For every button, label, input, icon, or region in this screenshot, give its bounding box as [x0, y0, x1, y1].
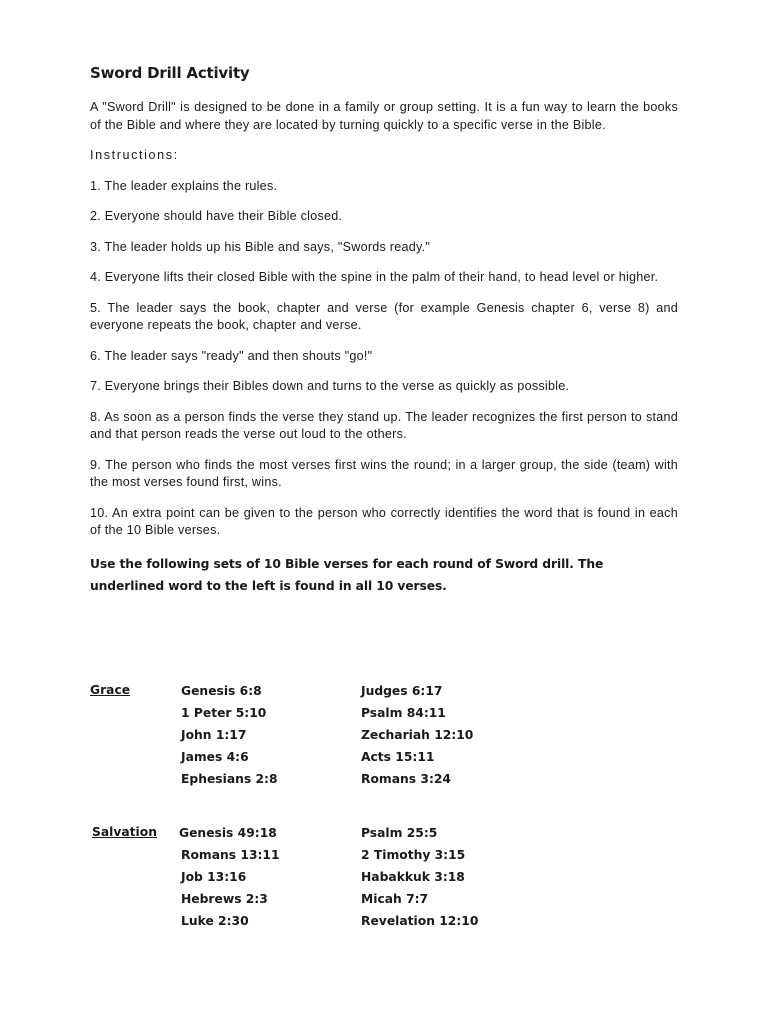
verse-ref: Zechariah 12:10	[361, 728, 474, 742]
verse-ref: John 1:17	[181, 728, 247, 742]
set-word: Salvation	[92, 825, 157, 839]
verse-ref: Micah 7:7	[361, 892, 429, 906]
step-4: 4. Everyone lifts their closed Bible with the spine in the palm of their hand, to head level or higher.	[90, 270, 659, 284]
verse-ref: Psalm 25:5	[361, 826, 438, 840]
step-10: 10. An extra point can be given to the person who correctly identifies the word that is found in each of the 10 Bible verses.	[90, 505, 678, 537]
verse-ref: 2 Timothy 3:15	[361, 848, 466, 862]
instructions-label: Instructions:	[90, 148, 179, 162]
verse-column-right	[361, 825, 478, 935]
verse-column-left	[181, 683, 278, 793]
verse-ref: Revelation 12:10	[361, 914, 479, 928]
verse-ref: Genesis 49:18	[179, 826, 277, 840]
verse-ref: Ephesians 2:8	[181, 772, 278, 786]
verse-ref: Acts 15:11	[361, 750, 435, 764]
verse-ref: Genesis 6:8	[181, 684, 262, 698]
verse-sets-intro: Use the following sets of 10 Bible verses for each round of Sword drill. The underlined word to the left is found in all 10 verses.	[90, 556, 604, 593]
verse-ref: Job 13:16	[181, 870, 247, 884]
step-8: 8. As soon as a person finds the verse they stand up. The leader recognizes the first person to stand and that person reads the verse out loud to the others.	[90, 409, 678, 441]
step-3: 3. The leader holds up his Bible and says, "Swords ready."	[90, 239, 431, 254]
document-page	[90, 64, 678, 597]
intro-paragraph: A "Sword Drill" is designed to be done in a family or group setting. It is a fun way to learn the books of the Bible and where they are located by turning quickly to a specific verse in the Bible.	[90, 100, 678, 132]
step-2: 2. Everyone should have their Bible closed.	[90, 209, 343, 223]
verse-ref: Hebrews 2:3	[181, 892, 268, 906]
verse-ref: Romans 3:24	[361, 772, 451, 786]
verse-column-right	[361, 683, 473, 793]
page-title: Sword Drill Activity	[90, 64, 250, 82]
verse-ref: Romans 13:11	[181, 848, 280, 862]
set-word: Grace	[90, 683, 131, 697]
verse-ref: Habakkuk 3:18	[361, 870, 465, 884]
verse-column-left	[179, 825, 280, 935]
step-9: 9. The person who finds the most verses first wins the round; in a larger group, the side (team) with the most verses found first, wins.	[90, 457, 678, 489]
verse-ref: Luke 2:30	[181, 914, 249, 928]
step-5: 5. The leader says the book, chapter and verse (for example Genesis chapter 6, verse 8) and everyone repeats the book, chapter and verse.	[90, 300, 678, 332]
verse-ref: James 4:6	[181, 750, 249, 764]
verse-ref: Judges 6:17	[361, 684, 443, 698]
verse-ref: Psalm 84:11	[361, 706, 446, 720]
step-1: 1. The leader explains the rules.	[90, 178, 278, 193]
verse-ref: 1 Peter 5:10	[181, 706, 267, 720]
step-7: 7. Everyone brings their Bibles down and turns to the verse as quickly as possible.	[90, 379, 570, 393]
step-6: 6. The leader says "ready" and then shouts "go!"	[90, 348, 373, 363]
